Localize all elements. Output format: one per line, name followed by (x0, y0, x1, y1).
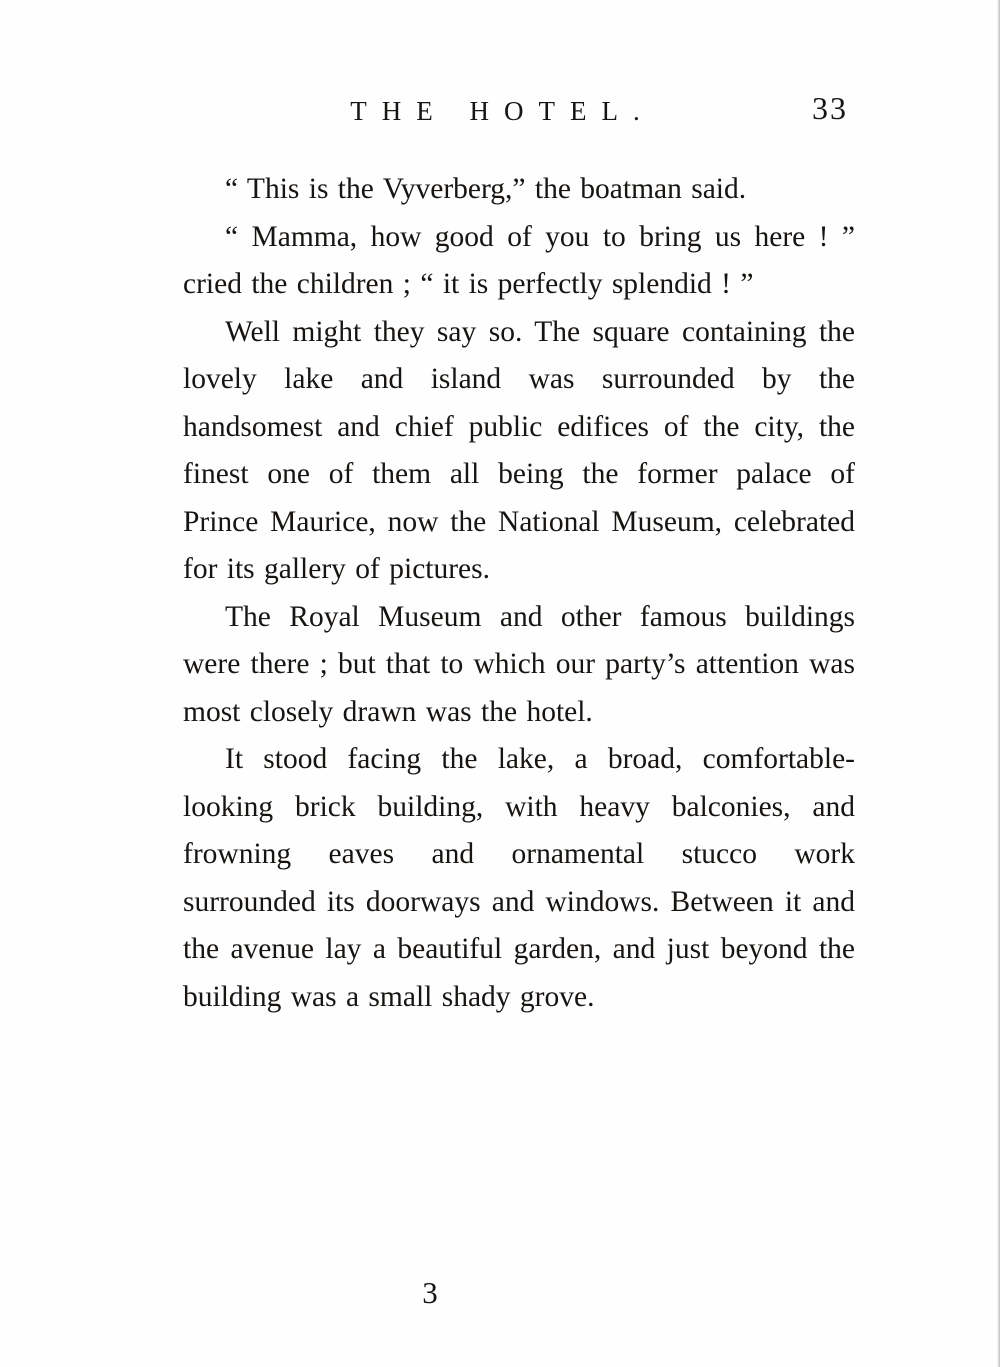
page-number: 33 (812, 90, 848, 126)
body-text (183, 166, 855, 1021)
page-footer (160, 1275, 700, 1311)
paragraph: The Royal Museum and other famous buildings were there ; but that to which our party’s attention was most closely drawn was the hotel. (183, 600, 855, 728)
page-header (183, 90, 852, 140)
paragraph: “ Mamma, how good of you to bring us here ! ” cried the children ; “ it is perfectly splendid ! ” (183, 220, 855, 300)
paragraph: It stood facing the lake, a broad, comfortable-looking brick building, with heavy balconies, and frowning eaves and ornamental stucco work surrounded its doorways and windows. Between it and the avenue lay a beautiful garden, and just beyond the building was a small shady grove. (183, 743, 855, 1013)
signature-number: 3 (422, 1275, 438, 1310)
paragraph: Well might they say so. The square containing the lovely lake and island was surrounded by the handsomest and chief public edifices of the city, the finest one of them all being the former palace of Prince Maurice, now the National Museum, celebrated for its gallery of pictures. (183, 315, 855, 585)
paragraph: “ This is the Vyverberg,” the boatman said. (225, 173, 747, 205)
running-title: THE HOTEL. (350, 96, 655, 126)
